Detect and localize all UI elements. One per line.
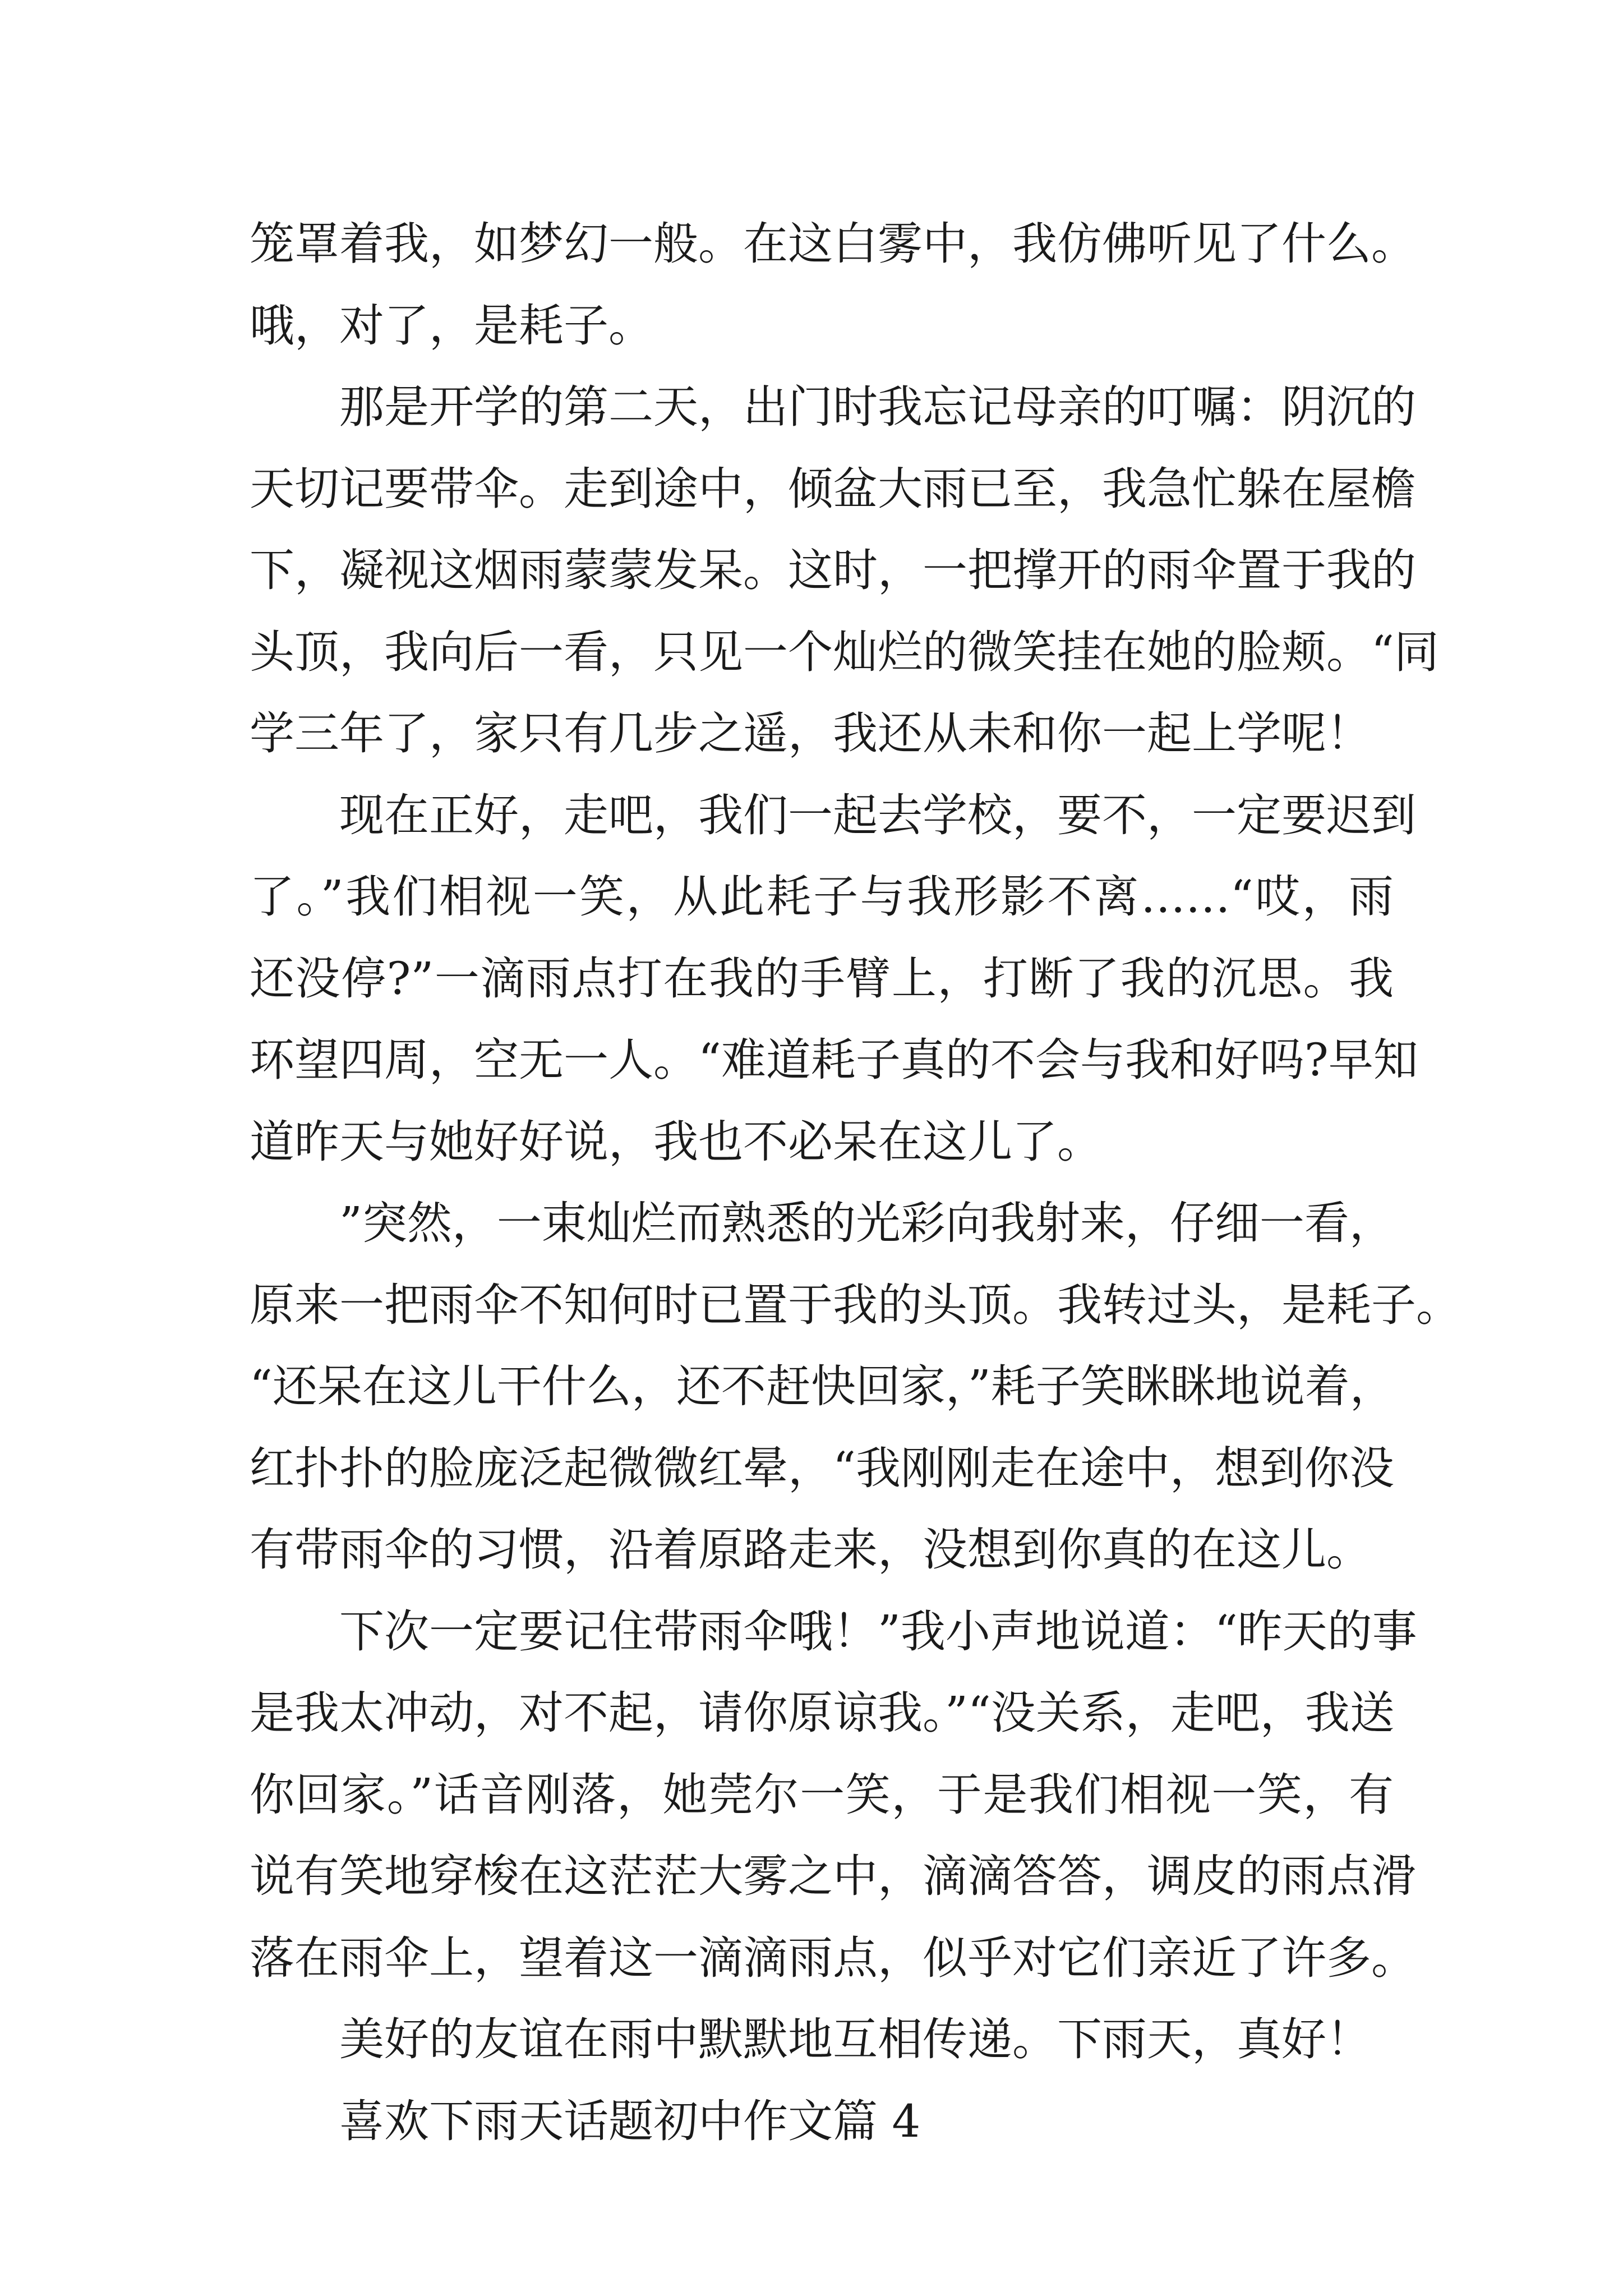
paragraph-start-line: 那是开学的第二天，出门时我忘记母亲的叮嘱：阴沉的: [339, 381, 1416, 433]
text-line: 有带雨伞的习惯，沿着原路走来，没想到你真的在这儿。: [250, 1524, 1371, 1576]
section-heading: 喜欢下雨天话题初中作文篇 4: [339, 2095, 921, 2147]
text-line: 是我太冲动，对不起，请你原谅我。”“没关系，走吧，我送: [250, 1687, 1395, 1739]
text-line: 天切记要带伞。走到途中，倾盆大雨已至，我急忙躲在屋檐: [250, 462, 1416, 515]
text-line: 学三年了，家只有几步之遥，我还从未和你一起上学呢！: [250, 707, 1371, 760]
text-line: 哦，对了，是耗子。: [250, 299, 653, 352]
text-line: 落在雨伞上，望着这一滴滴雨点，似乎对它们亲近了许多。: [250, 1931, 1416, 1984]
text-line: “还呆在这儿干什么，还不赶快回家，”耗子笑眯眯地说着，: [250, 1360, 1395, 1412]
text-line: 头顶，我向后一看，只见一个灿烂的微笑挂在她的脸颊。“同: [250, 625, 1439, 678]
paragraph-start-line: 现在正好，走吧，我们一起去学校，要不，一定要迟到: [339, 789, 1416, 841]
text-line: 了。”我们相视一笑，从此耗子与我形影不离……“哎，雨: [250, 871, 1394, 923]
paragraph-start-line: 下次一定要记住带雨伞哦！”我小声地说道：“昨天的事: [339, 1605, 1417, 1658]
text-line: 红扑扑的脸庞泛起微微红晕，“我刚刚走在途中，想到你没: [250, 1442, 1394, 1494]
text-line: 下，凝视这烟雨蒙蒙发呆。这时，一把撑开的雨伞置于我的: [250, 544, 1416, 596]
text-line: 还没停?”一滴雨点打在我的手臂上，打断了我的沉思。我: [250, 952, 1394, 1005]
text-line: 你回家。”话音刚落，她莞尔一笑，于是我们相视一笑，有: [250, 1768, 1394, 1821]
paragraph-start-line: ”突然，一束灿烂而熟悉的光彩向我射来，仔细一看，: [339, 1197, 1394, 1249]
text-line: 环望四周，空无一人。“难道耗子真的不会与我和好吗?早知: [250, 1034, 1418, 1086]
text-line: 笼罩着我，如梦幻一般。在这白雾中，我仿佛听见了什么。: [250, 218, 1416, 270]
paragraph-start-line: 美好的友谊在雨中默默地互相传递。下雨天，真好！: [339, 2013, 1371, 2065]
text-line: 说有笑地穿梭在这茫茫大雾之中，滴滴答答，调皮的雨点滑: [250, 1850, 1416, 1902]
text-line: 道昨天与她好好说，我也不必呆在这儿了。: [250, 1115, 1102, 1168]
article-body: [250, 203, 1461, 2162]
text-line: 原来一把雨伞不知何时已置于我的头顶。我转过头，是耗子。: [250, 1278, 1461, 1331]
